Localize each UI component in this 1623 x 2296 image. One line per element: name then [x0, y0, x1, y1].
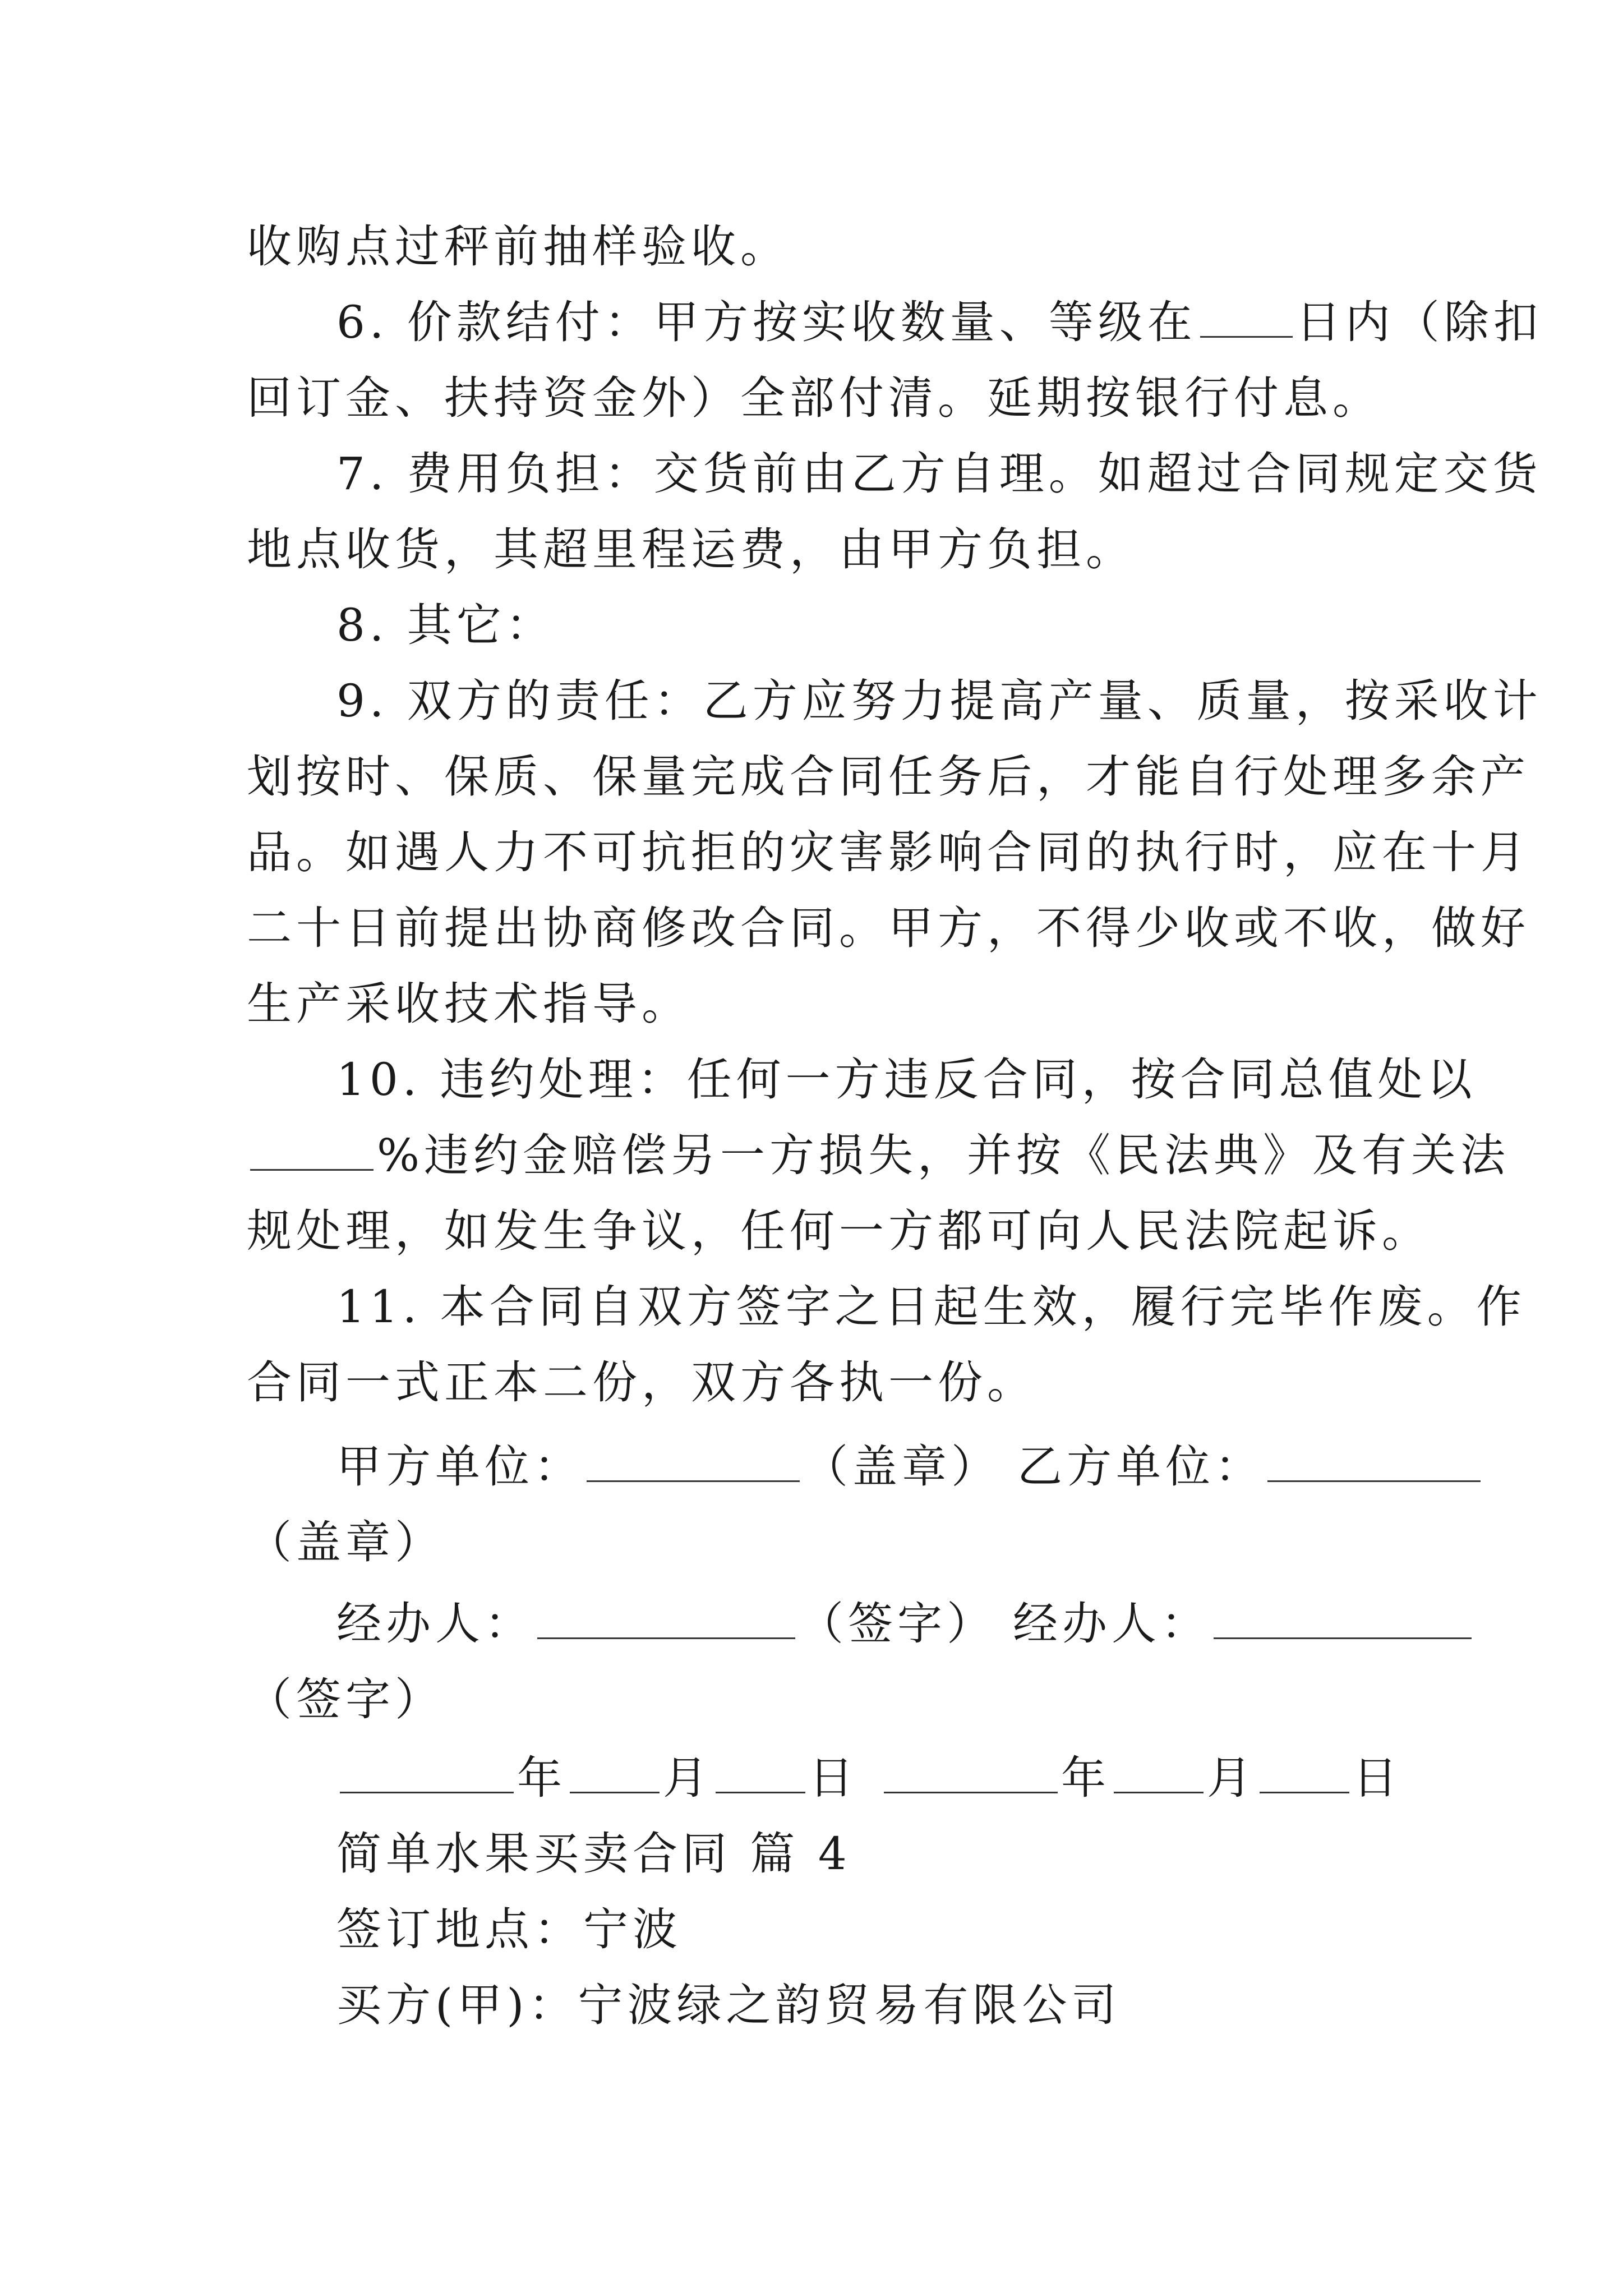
- signing-place: [336, 1902, 1481, 1958]
- party-a-agent-label: 经办人：: [336, 1598, 534, 1650]
- party-a-agent-blank: [537, 1598, 795, 1639]
- signature-unit-row-cont: [247, 1515, 1391, 1571]
- next-contract-heading: [336, 1826, 1481, 1882]
- party-b-unit-label: 乙方单位：: [1017, 1441, 1264, 1493]
- paragraph-6: [336, 295, 1543, 351]
- paragraph-11: [336, 1279, 1526, 1335]
- year-blank: [340, 1752, 514, 1793]
- month-label: 月: [663, 1752, 712, 1804]
- seal-label: （盖章）: [247, 1516, 444, 1568]
- day-blank: [1260, 1752, 1349, 1793]
- paragraph-text: 6. 价款结付：甲方按实收数量、等级在: [336, 296, 1197, 348]
- paragraph-10-cont: [247, 1203, 1431, 1259]
- fill-blank: [1200, 297, 1293, 338]
- paragraph-5-tail: [247, 219, 1391, 275]
- paragraph-text: 8. 其它：: [336, 599, 555, 651]
- party-a-unit-label: 甲方单位：: [336, 1441, 583, 1493]
- paragraph-9-cont: [247, 900, 1530, 956]
- paragraph-9-cont: [247, 825, 1530, 881]
- signature-unit-row: [336, 1439, 1481, 1495]
- paragraph-text: 买方(甲)：宁波绿之韵贸易有限公司: [336, 1979, 1121, 2031]
- month-label: 月: [1207, 1752, 1256, 1804]
- paragraph-text: 9. 双方的责任：乙方应努力提高产量、质量，按采收计: [336, 675, 1542, 727]
- day-label: 日: [1353, 1752, 1402, 1804]
- paragraph-7: [336, 446, 1542, 502]
- paragraph-9: [336, 673, 1542, 729]
- paragraph-text: 回订金、扶持资金外）全部付清。延期按银行付息。: [247, 372, 1382, 424]
- paragraph-text: 地点收货，其超里程运费，由甲方负担。: [247, 523, 1135, 576]
- paragraph-text: 规处理，如发生争议，任何一方都可向人民法院起诉。: [247, 1205, 1431, 1257]
- paragraph-text: 7. 费用负担：交货前由乙方自理。如超过合同规定交货: [336, 448, 1542, 500]
- paragraph-text: 11. 本合同自双方签字之日起生效，履行完毕作废。作: [336, 1281, 1526, 1333]
- party-a-unit-blank: [587, 1441, 800, 1482]
- paragraph-9-cont: [247, 976, 1391, 1032]
- paragraph-8: [336, 597, 1481, 654]
- section-heading: 简单水果买卖合同 篇 4: [336, 1828, 851, 1880]
- paragraph-11-cont: [247, 1355, 1391, 1411]
- signature-agent-row-cont: [247, 1672, 1391, 1728]
- paragraph-text: 生产采收技术指导。: [247, 978, 691, 1030]
- party-b-agent-blank: [1214, 1598, 1472, 1639]
- party-b-unit-blank: [1267, 1441, 1481, 1482]
- year-label: 年: [1061, 1752, 1110, 1804]
- paragraph-10: [336, 1052, 1481, 1108]
- paragraph-text: 签订地点：宁波: [336, 1903, 682, 1955]
- sign-label: （签字）: [247, 1673, 444, 1726]
- signature-date-row: [336, 1750, 1481, 1806]
- paragraph-text: 收购点过秤前抽样验收。: [247, 220, 790, 273]
- paragraph-text: 划按时、保质、保量完成合同任务后，才能自行处理多余产: [247, 751, 1530, 803]
- paragraph-text: 二十日前提出协商修改合同。甲方，不得少收或不收，做好: [247, 902, 1530, 954]
- sign-label: （签字）: [799, 1598, 996, 1650]
- year-label: 年: [517, 1752, 566, 1804]
- seal-label: （盖章）: [803, 1441, 1000, 1493]
- month-blank: [1114, 1752, 1204, 1793]
- party-b-agent-label: 经办人：: [1013, 1598, 1210, 1650]
- paragraph-10-cont: [247, 1128, 1510, 1184]
- paragraph-7-cont: [247, 522, 1391, 578]
- signature-agent-row: [336, 1596, 1481, 1652]
- buyer-line: [336, 1977, 1481, 2033]
- paragraph-text: 品。如遇人力不可抗拒的灾害影响合同的执行时，应在十月: [247, 826, 1530, 878]
- paragraph-6-cont: [247, 370, 1391, 426]
- fill-blank: [250, 1130, 374, 1171]
- paragraph-text: 合同一式正本二份，双方各执一份。: [247, 1356, 1036, 1409]
- month-blank: [570, 1752, 660, 1793]
- day-label: 日: [809, 1752, 858, 1804]
- year-blank: [884, 1752, 1058, 1793]
- paragraph-text: 10. 违约处理：任何一方违反合同，按合同总值处以: [336, 1053, 1477, 1106]
- paragraph-text: %违约金赔偿另一方损失，并按《民法典》及有关法: [377, 1129, 1510, 1181]
- paragraph-9-cont: [247, 749, 1530, 805]
- paragraph-text: 日内（除扣: [1295, 296, 1543, 348]
- day-blank: [716, 1752, 805, 1793]
